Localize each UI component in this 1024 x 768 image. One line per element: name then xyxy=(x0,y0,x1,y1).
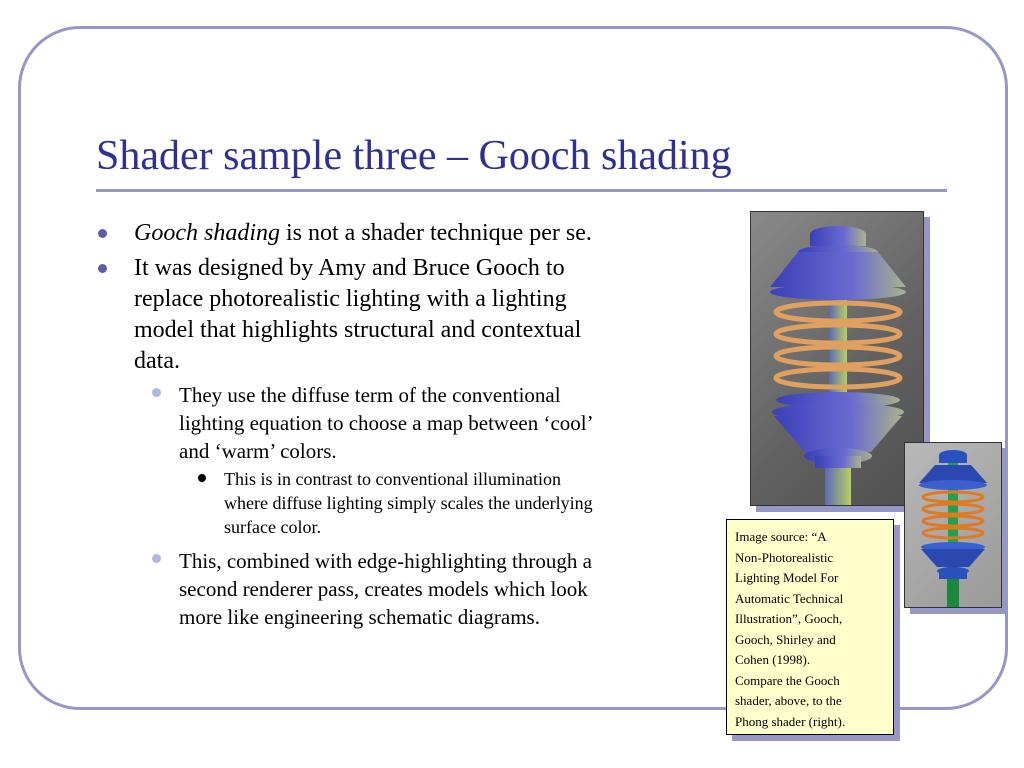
sub-bullet-dot-icon xyxy=(152,554,161,563)
caption-line: Image source: “A xyxy=(735,529,827,544)
phong-shaded-image xyxy=(904,442,1002,608)
slide-body xyxy=(96,218,706,631)
sub-bullet-dot-icon xyxy=(152,388,161,397)
caption-line: Lighting Model For xyxy=(735,570,839,585)
sub-sub-bullet-dot-icon xyxy=(198,474,206,482)
sub-bullet-edge-highlighting xyxy=(179,547,706,631)
bullet-line: replace photorealistic lighting with a lighting xyxy=(134,286,567,312)
sub-bullet-line: second renderer pass, creates models which look xyxy=(179,577,588,601)
title-underline xyxy=(96,189,947,192)
sub-sub-bullet-line: surface color. xyxy=(224,517,321,537)
sub-bullet-line: lighting equation to choose a map between ‘cool’ xyxy=(179,411,594,435)
image-source-caption xyxy=(726,519,894,735)
caption-line: Automatic Technical xyxy=(735,590,844,606)
sub-bullet-diffuse-term xyxy=(179,381,706,465)
caption-line: Non-Photorealistic xyxy=(735,549,834,565)
caption-line: Illustration”, Gooch, xyxy=(735,611,843,626)
caption-line: shader, above, to the xyxy=(735,693,842,708)
caption-line: Cohen (1998). xyxy=(735,652,811,667)
bullet-line: It was designed by Amy and Bruce Gooch to xyxy=(134,255,565,281)
bullet-line: model that highlights structural and contextual xyxy=(134,317,582,343)
bullet-text: is not a shader technique per se. xyxy=(280,220,592,246)
sub-sub-bullet-line: where diffuse lighting simply scales the underlying xyxy=(224,493,593,513)
sub-bullet-line: more like engineering schematic diagrams. xyxy=(179,605,540,629)
bullet-dot-icon xyxy=(98,229,107,238)
sub-bullet-line: This, combined with edge-highlighting through a xyxy=(179,549,592,573)
sub-sub-bullet-line: This is in contrast to conventional illumination xyxy=(224,469,561,489)
sub-bullet-line: They use the diffuse term of the conventional xyxy=(179,383,561,407)
caption-line: Compare the Gooch xyxy=(735,672,840,688)
slide-title: Shader sample three – Gooch shading xyxy=(96,133,732,179)
caption-line: Phong shader (right). xyxy=(735,713,846,729)
gooch-shading-term: Gooch shading xyxy=(134,220,280,246)
bullet-dot-icon xyxy=(98,264,107,273)
bullet-designed-by xyxy=(96,253,706,377)
gooch-shaded-image xyxy=(750,211,924,506)
caption-line: Gooch, Shirley and xyxy=(735,631,836,647)
bullet-gooch-shading xyxy=(96,218,706,249)
sub-sub-bullet-contrast xyxy=(224,467,706,539)
sub-bullet-line: and ‘warm’ colors. xyxy=(179,439,337,463)
bullet-line: data. xyxy=(134,348,180,374)
